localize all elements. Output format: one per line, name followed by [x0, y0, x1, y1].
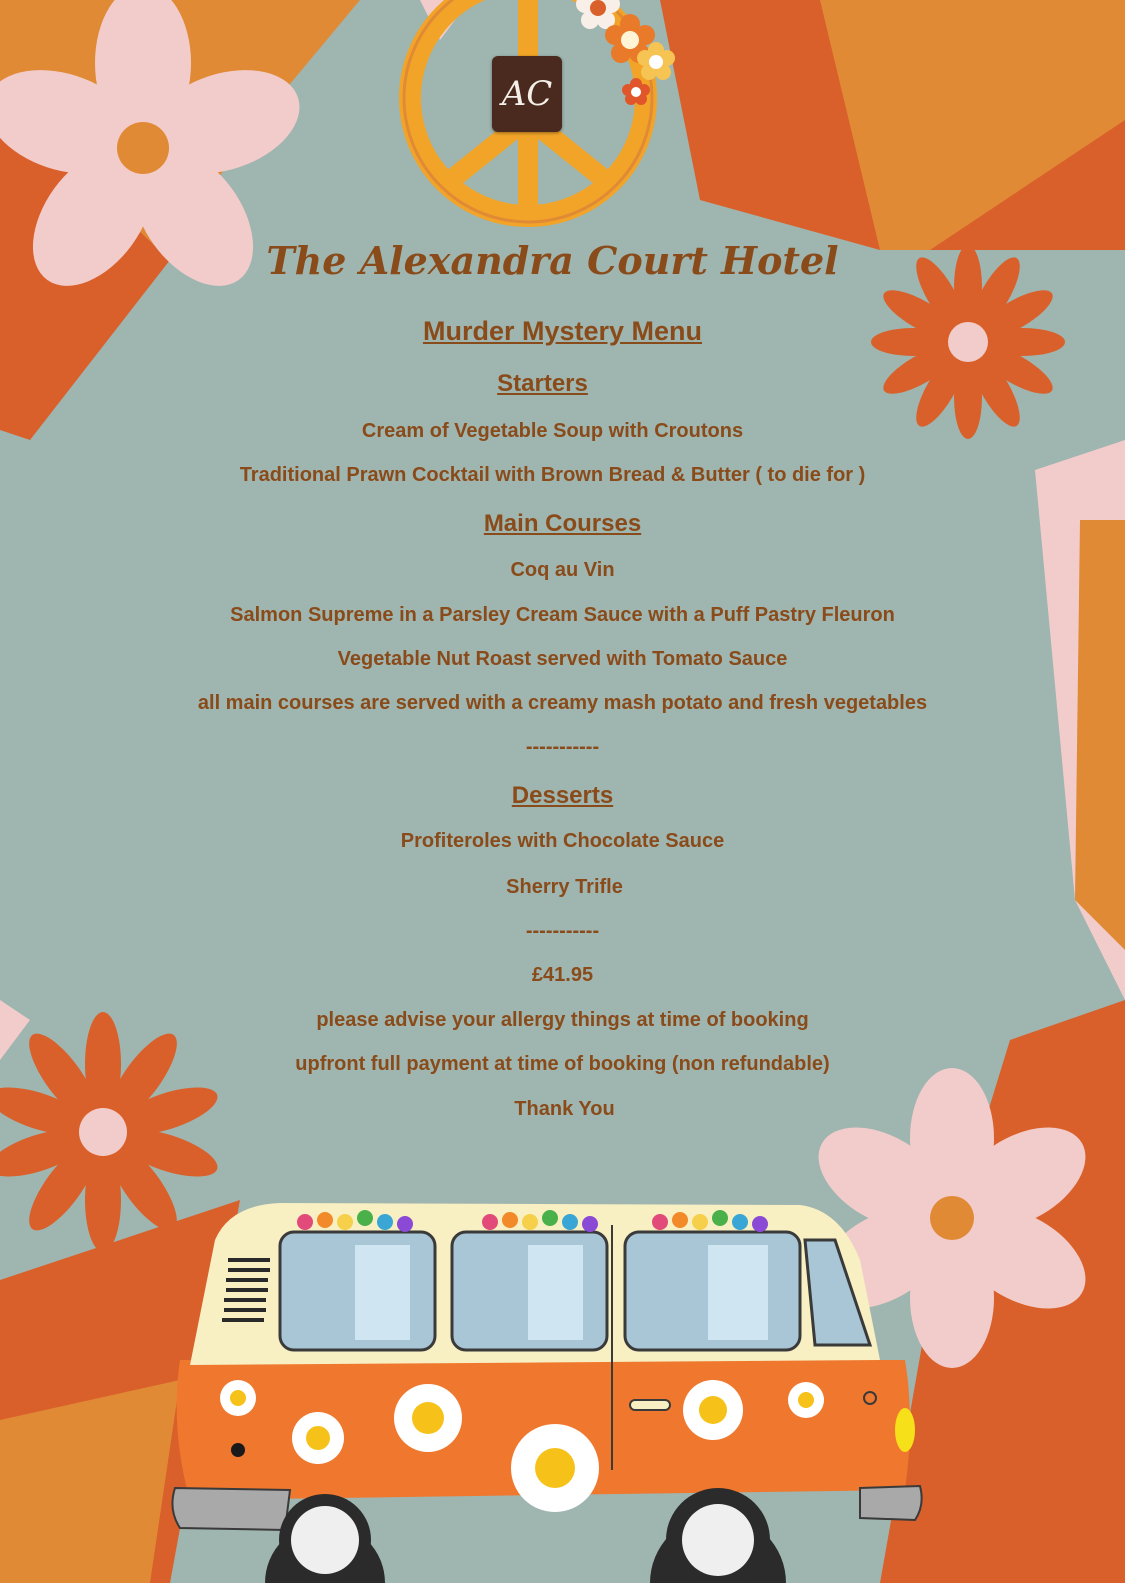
main-item: Salmon Supreme in a Parsley Cream Sauce with a Puff Pastry Fleuron — [230, 604, 895, 626]
main-item: Coq au Vin — [510, 559, 615, 581]
small-flowers-icon — [576, 0, 675, 105]
starters-heading: Starters — [497, 370, 588, 397]
logo-monogram: AC — [501, 74, 553, 114]
allergy-note: please advise your allergy things at time of booking — [316, 1009, 809, 1031]
starter-item: Traditional Prawn Cocktail with Brown Bread & Butter ( to die for ) — [239, 464, 866, 486]
hotel-name: The Alexandra Court Hotel — [266, 238, 839, 283]
dessert-item: Sherry Trifle — [506, 876, 623, 898]
desserts-heading: Desserts — [511, 782, 614, 809]
payment-note: upfront full payment at time of booking (non refundable) — [295, 1053, 830, 1075]
menu-title: Murder Mystery Menu — [422, 316, 703, 346]
hippie-van-illustration — [172, 1203, 921, 1583]
price: £41.95 — [531, 964, 594, 986]
thank-you: Thank You — [514, 1098, 615, 1120]
main-item: Vegetable Nut Roast served with Tomato Sauce — [337, 648, 788, 670]
mains-note: all main courses are served with a creamy mash potato and fresh vegetables — [197, 692, 928, 714]
hotel-logo — [492, 56, 562, 132]
orange-flower-bottom-left — [0, 1012, 223, 1252]
mains-heading: Main Courses — [483, 510, 642, 537]
separator: ----------- — [525, 920, 600, 942]
dessert-item: Profiteroles with Chocolate Sauce — [400, 830, 725, 852]
separator: ----------- — [525, 736, 600, 758]
starter-item: Cream of Vegetable Soup with Croutons — [361, 420, 744, 442]
